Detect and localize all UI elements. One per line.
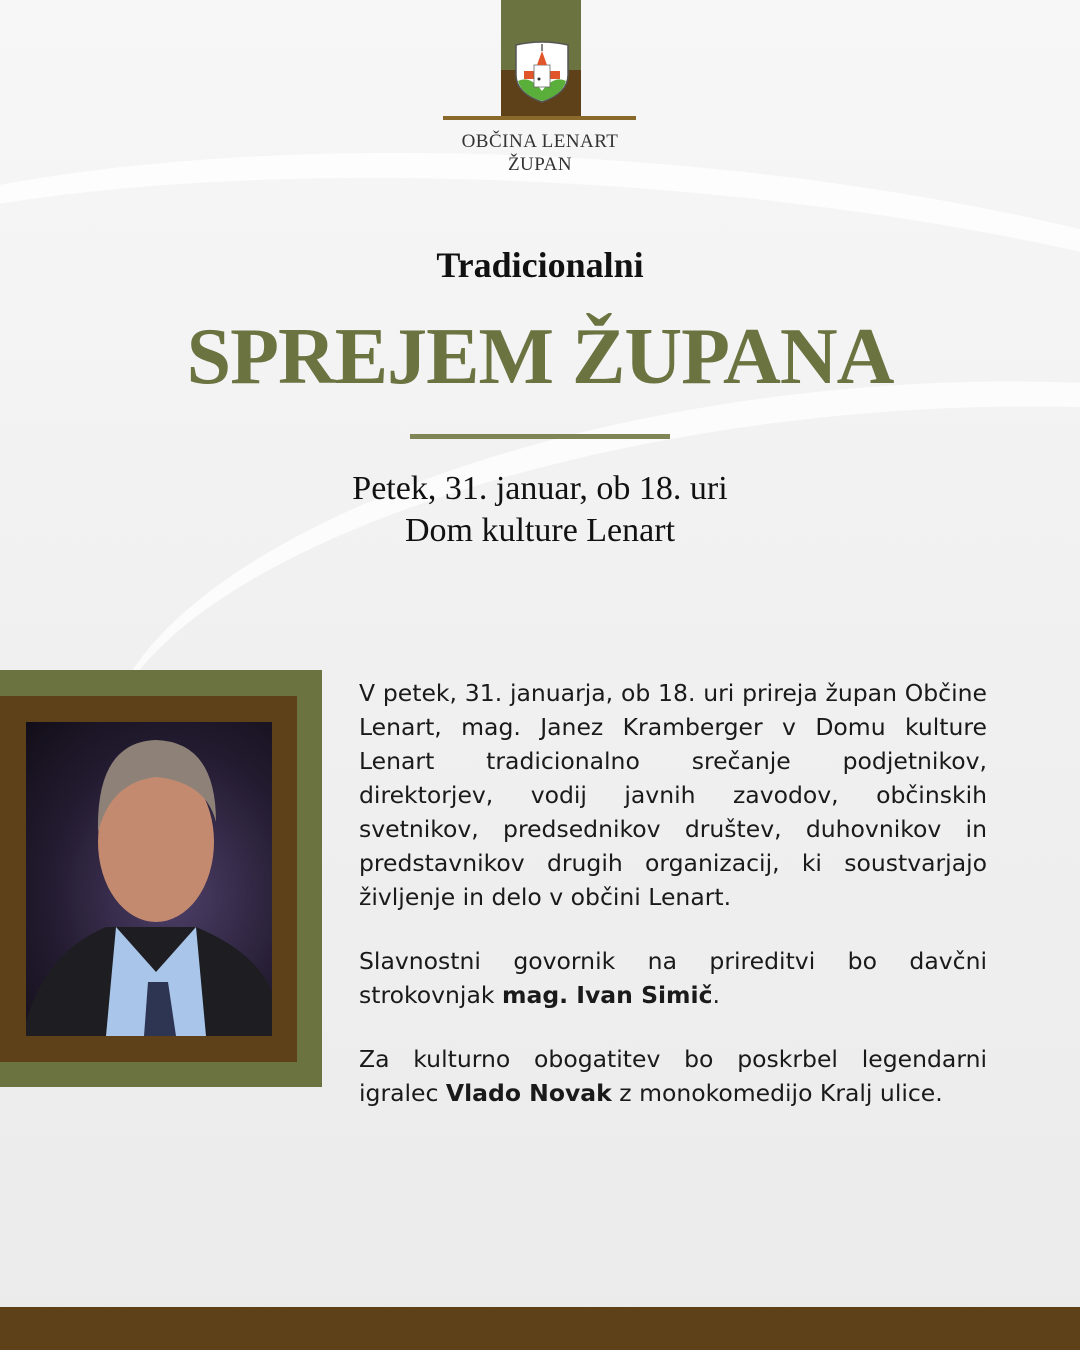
mayor-portrait: [26, 722, 272, 1036]
org-role: ŽUPAN: [507, 154, 573, 175]
paragraph-speaker: [359, 944, 987, 1012]
paragraph-intro: V petek, 31. januarja, ob 18. uri prireja župan Občine Lenart, mag. Janez Kramberger v Domu kulture Lenart tradicionalno srečanje podjetnikov, direktorjev, vodij javnih zavodov, občinskih svetnikov, predsednikov društev, duhovnikov in predstavnikov drugih organizacij, ki soustvarjajo življenje in delo v občini Lenart.: [359, 679, 987, 911]
logo-underline: [443, 116, 636, 120]
title-pre: Tradicionalni: [436, 245, 644, 285]
culture-text: Za kulturno obogatitev bo poskrbel legendarni igralec: [359, 1045, 987, 1107]
culture-end: z monokomedijo Kralj ulice.: [619, 1079, 943, 1107]
coat-of-arms-icon: [514, 41, 570, 103]
event-description: [359, 676, 987, 1140]
divider: [410, 434, 670, 439]
performer-name: Vlado Novak: [445, 1079, 612, 1107]
footer-bar: [0, 1307, 1080, 1350]
page-title: SPREJEM ŽUPANA: [186, 313, 894, 401]
event-date: Petek, 31. januar, ob 18. uri: [352, 470, 728, 507]
speaker-end: .: [712, 981, 721, 1009]
speaker-text: Slavnostni govornik na prireditvi bo davčni strokovnjak: [359, 947, 987, 1009]
paragraph-culture: [359, 1042, 987, 1110]
event-venue: Dom kulture Lenart: [404, 512, 676, 549]
speaker-name: mag. Ivan Simič: [501, 981, 713, 1009]
org-name: OBČINA LENART: [461, 131, 619, 152]
